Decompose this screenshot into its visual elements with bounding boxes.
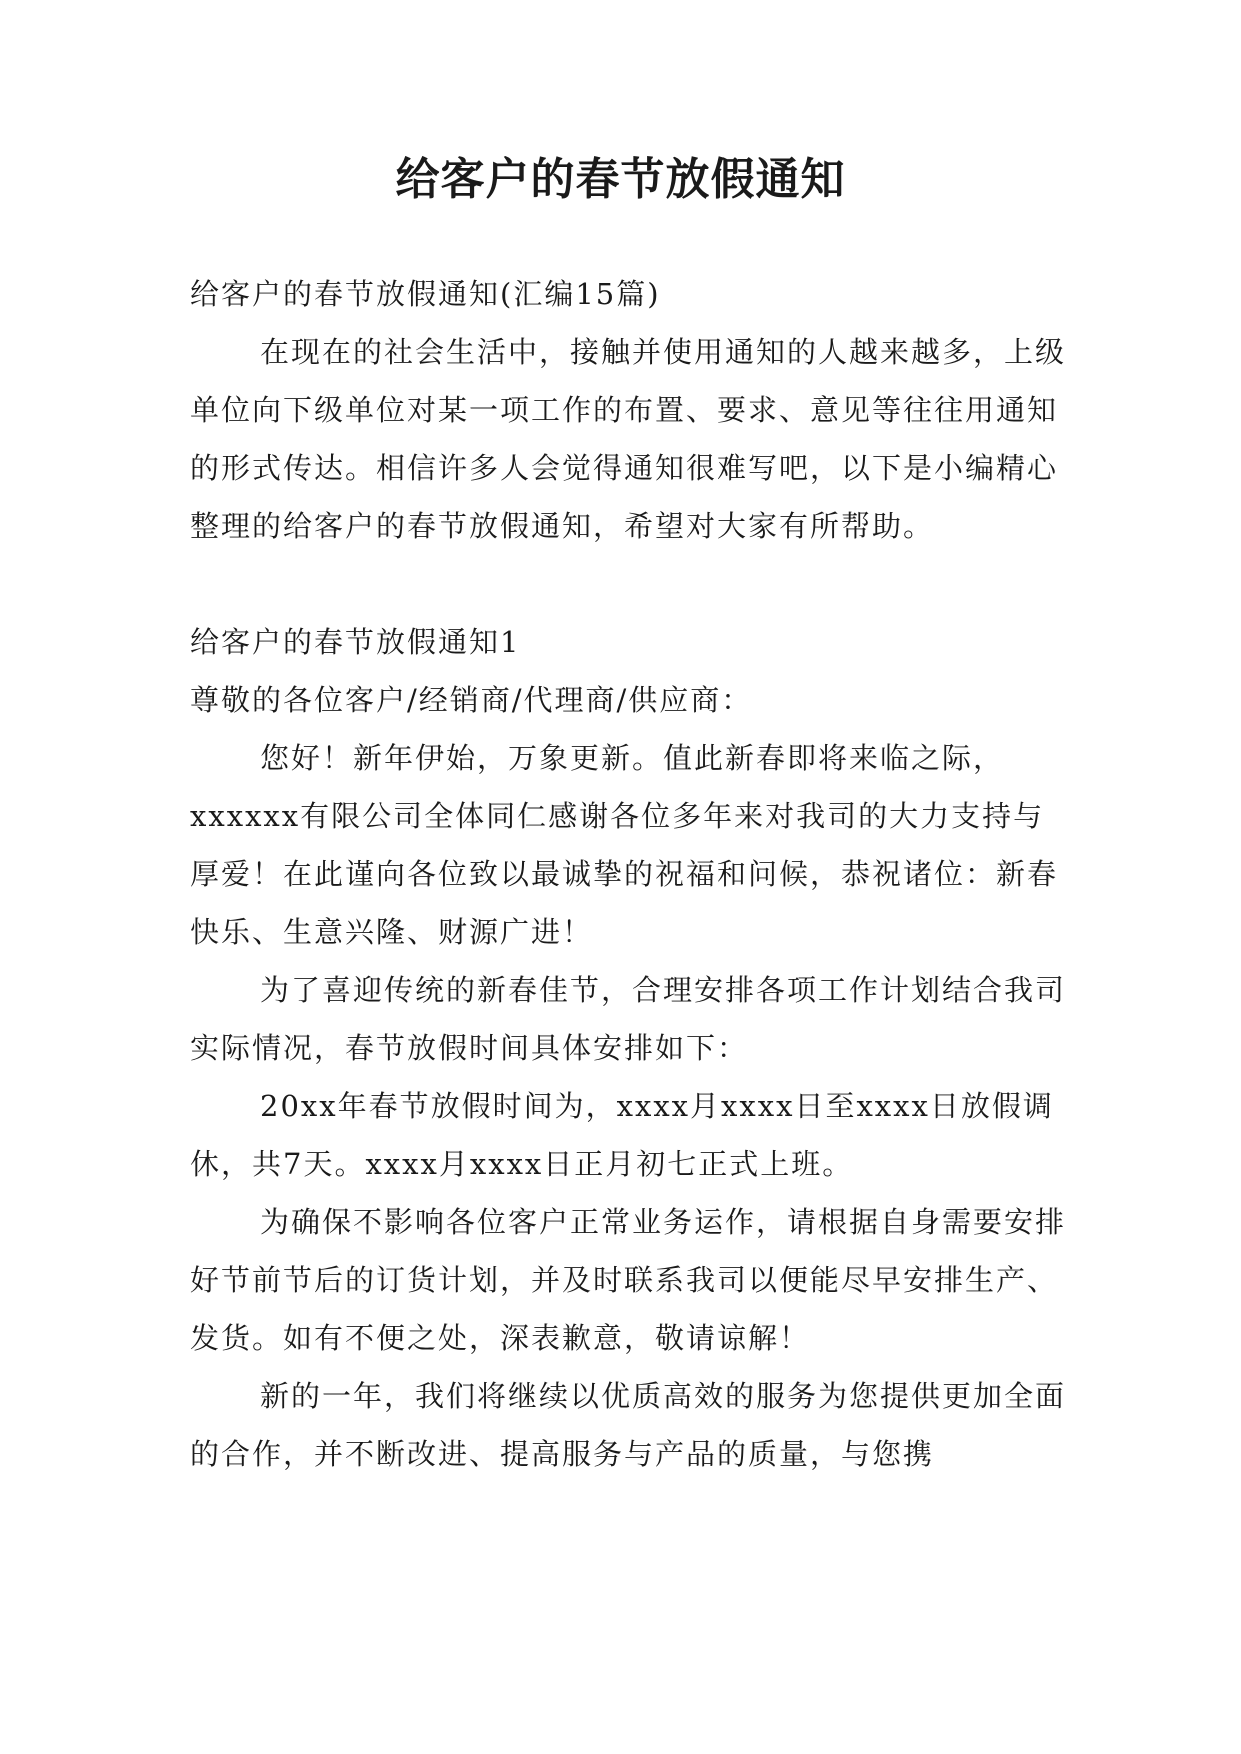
document-subtitle: 给客户的春节放假通知(汇编15篇): [190, 277, 661, 311]
salutation: 尊敬的各位客户/经销商/代理商/供应商：: [190, 683, 753, 717]
body-paragraph-2: 为了喜迎传统的新春佳节，合理安排各项工作计划结合我司实际情况，春节放假时间具体安排如下：: [190, 973, 1067, 1065]
body-paragraph-3: 20xx年春节放假时间为，xxxx月xxxx日至xxxx日放假调休，共7天。xxxx月xxxx日正月初七正式上班。: [190, 1089, 1054, 1181]
section-heading: 给客户的春节放假通知1: [190, 625, 521, 659]
intro-paragraph: 在现在的社会生活中，接触并使用通知的人越来越多，上级单位向下级单位对某一项工作的布置、要求、意见等往往用通知的形式传达。相信许多人会觉得通知很难写吧，以下是小编精心整理的给客户的春节放假通知，希望对大家有所帮助。: [190, 335, 1067, 543]
body-paragraph-5: 新的一年，我们将继续以优质高效的服务为您提供更加全面的合作，并不断改进、提高服务与产品的质量，与您携: [190, 1379, 1067, 1471]
document-body: [190, 265, 1070, 1483]
body-paragraph-4: 为确保不影响各位客户正常业务运作，请根据自身需要安排好节前节后的订货计划，并及时联系我司以便能尽早安排生产、发货。如有不便之处，深表歉意，敬请谅解！: [190, 1205, 1067, 1355]
document-title: 给客户的春节放假通知: [395, 154, 846, 205]
body-paragraph-1: 您好！新年伊始，万象更新。值此新春即将来临之际，xxxxxx有限公司全体同仁感谢各位多年来对我司的大力支持与厚爱！在此谨向各位致以最诚挚的祝福和问候，恭祝诸位：新春快乐、生意兴隆、财源广进！: [190, 741, 1059, 949]
